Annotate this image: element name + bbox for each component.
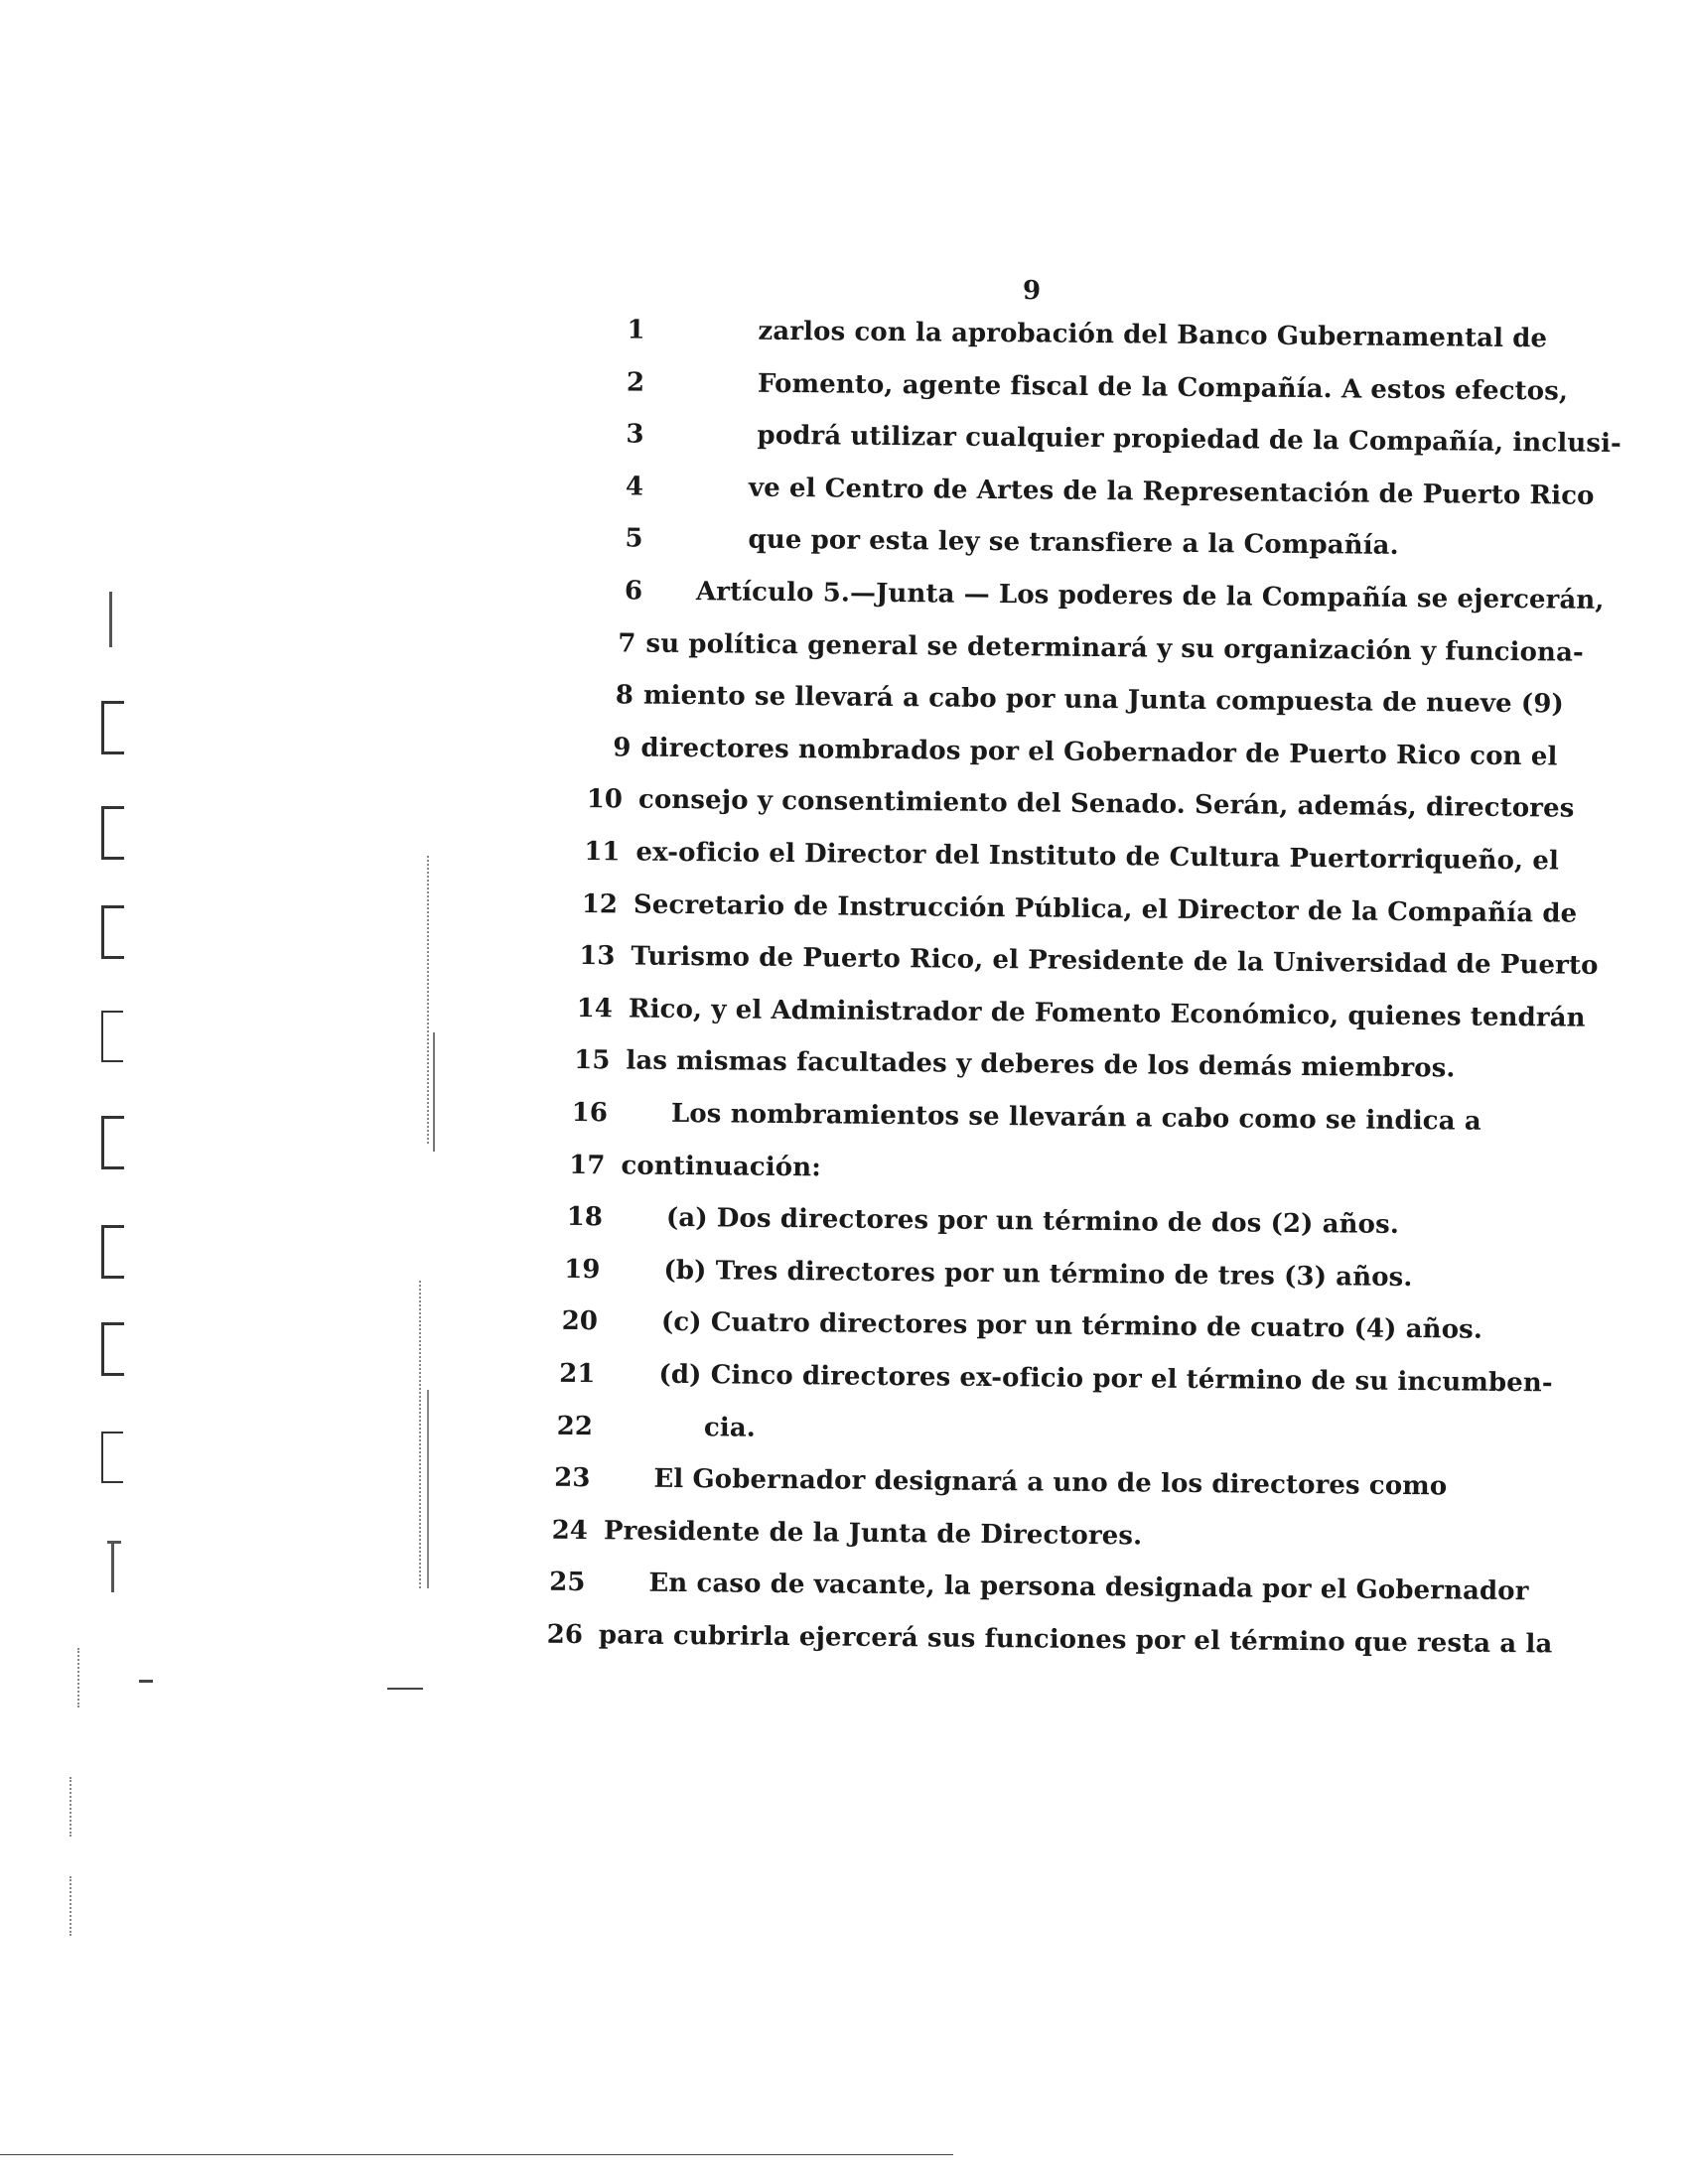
line-text: directores nombrados por el Gobernador de Puerto Rico con el xyxy=(640,733,1558,772)
scan-artifact xyxy=(427,856,429,1144)
line-text: (a) Dos directores por un término de dos (2) años. xyxy=(665,1203,1400,1241)
line-text: Fomento, agente fiscal de la Compañía. A estos efectos, xyxy=(757,368,1569,407)
line-number: 11 xyxy=(584,837,621,868)
line-text: cia. xyxy=(703,1412,757,1443)
line-number: 17 xyxy=(569,1150,606,1180)
margin-mark xyxy=(111,1541,114,1592)
line-text: continuación: xyxy=(621,1151,822,1182)
margin-bracket xyxy=(101,701,124,754)
scan-artifact xyxy=(387,1688,423,1690)
page-number: 9 xyxy=(1023,276,1042,306)
line-text: para cubrirla ejercerá sus funciones por el término que resta a la xyxy=(598,1620,1553,1660)
line-text: podrá utilizar cualquier propiedad de la Compañía, inclusi- xyxy=(757,420,1622,460)
line-text: Rico, y el Administrador de Fomento Económico, quienes tendrán xyxy=(628,994,1586,1033)
line-text: Presidente de la Junta de Directores. xyxy=(603,1516,1143,1552)
line-text: En caso de vacante, la persona designada por el Gobernador xyxy=(648,1569,1529,1607)
line-number: 23 xyxy=(554,1462,591,1494)
line-number: 16 xyxy=(571,1097,609,1129)
line-text: (b) Tres directores por un término de tres (3) años. xyxy=(663,1255,1413,1293)
line-text: (c) Cuatro directores por un término de cuatro (4) años. xyxy=(660,1307,1483,1346)
line-number: 26 xyxy=(546,1619,584,1651)
line-text: Los nombramientos se llevarán a cabo como se indica a xyxy=(670,1098,1481,1137)
line-number: 15 xyxy=(574,1045,611,1076)
line-number: 22 xyxy=(556,1411,594,1441)
scan-artifact xyxy=(70,1777,71,1837)
margin-mark xyxy=(109,592,112,647)
line-number: 9 xyxy=(613,733,632,763)
line-text: Artículo 5.—Junta — Los poderes de la Compañía se ejercerán, xyxy=(695,577,1605,615)
scan-artifact xyxy=(427,1390,429,1588)
line-text: El Gobernador designará a uno de los directores como xyxy=(653,1463,1448,1502)
line-text: Turismo de Puerto Rico, el Presidente de la Universidad de Puerto xyxy=(631,941,1599,982)
line-number: 3 xyxy=(626,419,644,450)
line-number: 21 xyxy=(559,1358,596,1390)
line-text: ex-oficio el Director del Instituto de Cultura Puertorriqueño, el xyxy=(635,837,1560,877)
line-number: 25 xyxy=(549,1568,586,1598)
line-text: miento se llevará a cabo por una Junta compuesta de nueve (9) xyxy=(642,680,1565,720)
line-number: 18 xyxy=(566,1202,604,1233)
line-text: que por esta ley se transfiere a la Compañía. xyxy=(748,525,1399,562)
scan-artifact xyxy=(70,1876,71,1936)
line-number: 6 xyxy=(624,576,643,607)
margin-bracket xyxy=(101,1011,123,1062)
line-number: 20 xyxy=(561,1306,599,1337)
line-number: 7 xyxy=(618,627,636,659)
margin-mark xyxy=(107,1541,121,1544)
line-number: 13 xyxy=(579,941,616,972)
margin-bracket xyxy=(101,905,124,959)
line-number: 5 xyxy=(625,523,643,554)
margin-bracket xyxy=(101,806,124,860)
margin-bracket xyxy=(101,1322,124,1376)
line-text: (d) Cinco directores ex-oficio por el término de su incumben- xyxy=(658,1359,1553,1399)
scan-artifact xyxy=(139,1680,153,1683)
line-text: consejo y consentimiento del Senado. Serán, además, directores xyxy=(637,784,1575,825)
scan-artifact xyxy=(419,1281,421,1588)
line-number: 10 xyxy=(586,784,624,815)
line-number: 1 xyxy=(627,315,645,345)
line-number: 14 xyxy=(576,993,614,1024)
margin-bracket xyxy=(101,1116,124,1169)
line-number: 2 xyxy=(626,367,645,398)
page-bottom-edge xyxy=(0,2154,953,2155)
margin-bracket xyxy=(101,1225,124,1279)
line-number: 19 xyxy=(564,1254,601,1286)
line-number: 4 xyxy=(625,472,644,502)
scan-artifact xyxy=(77,1648,79,1707)
line-text: ve el Centro de Artes de la Representación de Puerto Rico xyxy=(748,473,1595,511)
margin-bracket xyxy=(101,1432,123,1483)
line-text: Secretario de Instrucción Pública, el Director de la Compañía de xyxy=(633,889,1578,929)
line-number: 24 xyxy=(551,1515,589,1546)
line-text: zarlos con la aprobación del Banco Gubernamental de xyxy=(758,316,1548,354)
line-text: las mismas facultades y deberes de los demás miembros. xyxy=(626,1045,1456,1084)
line-number: 8 xyxy=(615,680,634,711)
line-number: 12 xyxy=(581,888,619,919)
scan-artifact xyxy=(433,1032,435,1152)
line-text: su política general se determinará y su organización y funciona- xyxy=(645,628,1585,668)
